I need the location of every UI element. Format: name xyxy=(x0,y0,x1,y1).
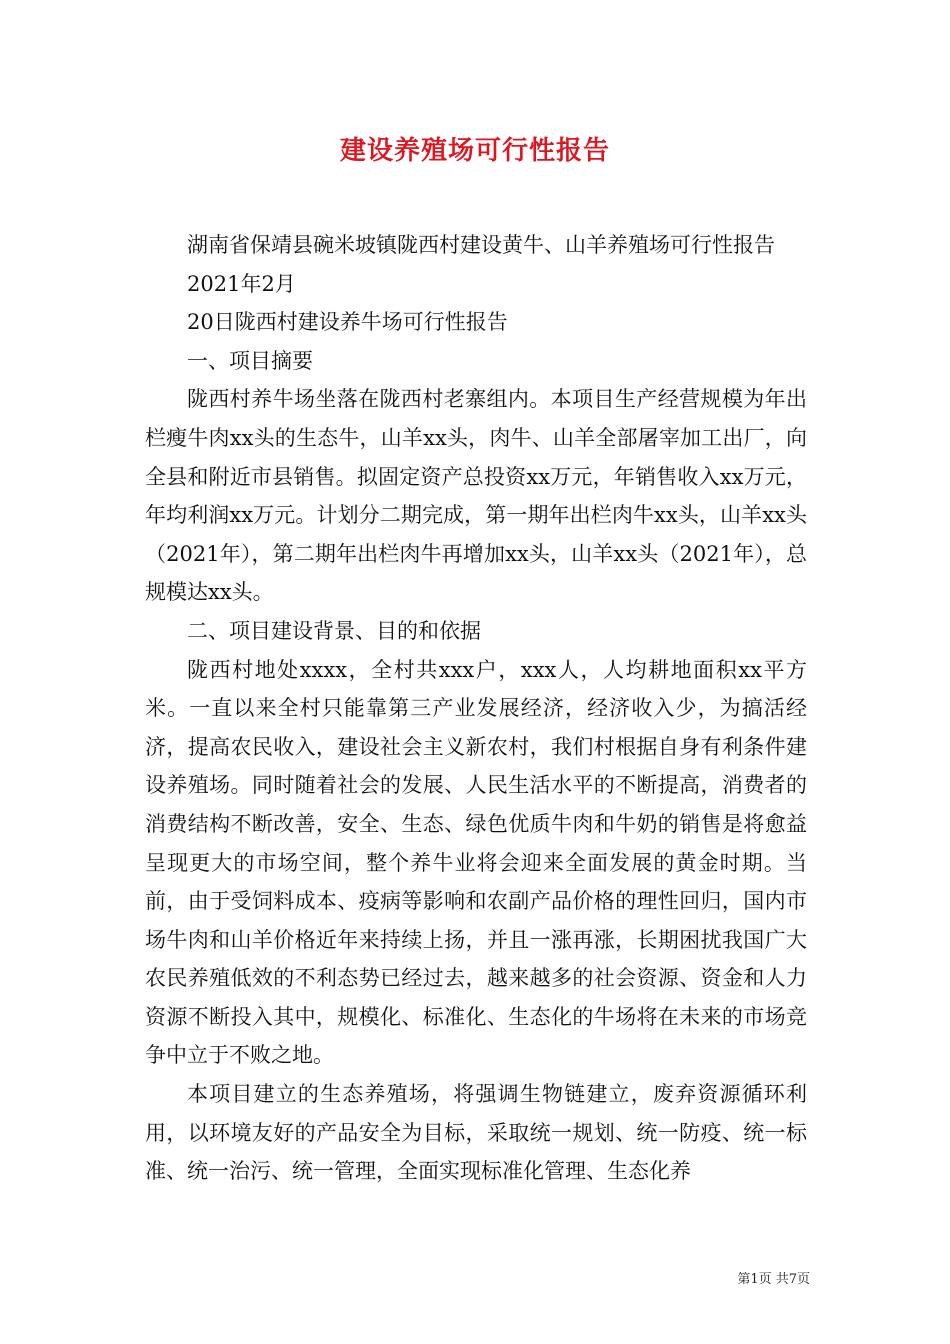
document-body xyxy=(145,226,807,1191)
section-heading: 二、项目建设背景、目的和依据 xyxy=(187,618,481,643)
document-title: 建设养殖场可行性报告 xyxy=(339,136,610,166)
paragraph: 本项目建立的生态养殖场，将强调生物链建立，废弃资源循环利用，以环境友好的产品安全为目标，采取统一规划、统一防疫、统一标准、统一治污、统一管理，全面实现标准化管理、生态化养 xyxy=(145,1082,807,1184)
paragraph: 2021年2月 xyxy=(187,271,296,296)
section-heading: 一、项目摘要 xyxy=(187,348,313,373)
page-number: 第1页 共7页 xyxy=(737,1272,810,1287)
paragraph: 湖南省保靖县碗米坡镇陇西村建设黄牛、山羊养殖场可行性报告 xyxy=(187,233,775,257)
paragraph: 陇西村地处xxxx，全村共xxx户，xxx人，人均耕地面积xx平方米。一直以来全村只能靠第三产业发展经济，经济收入少，为搞活经济，提高农民收入，建设社会主义新农村，我们村根据自身有利条件建设养殖场。同时随着社会的发展、人民生活水平的不断提高，消费者的消费结构不断改善，安全、生态、绿色优质牛肉和牛奶的销售是将愈益呈现更大的市场空间，整个养牛业将会迎来全面发展的黄金时期。当前，由于受饲料成本、疫病等影响和农副产品价格的理性回归，国内市场牛肉和山羊价格近年来持续上扬，并且一涨再涨，长期困扰我国广大农民养殖低效的不利态势已经过去，越来越多的社会资源、资金和人力资源不断投入其中，规模化、标准化、生态化的牛场将在未来的市场竞争中立于不败之地。 xyxy=(145,657,807,1068)
paragraph: 20日陇西村建设养牛场可行性报告 xyxy=(187,310,508,335)
paragraph: 陇西村养牛场坐落在陇西村老寨组内。本项目生产经营规模为年出栏瘦牛肉xx头的生态牛，山羊xx头，肉牛、山羊全部屠宰加工出厂，向全县和附近市县销售。拟固定资产总投资xx万元，年销售收入xx万元，年均利润xx万元。计划分二期完成，第一期年出栏肉牛xx头，山羊xx头（2021年），第二期年出栏肉牛再增加xx头，山羊xx头（2021年），总规模达xx头。 xyxy=(145,387,807,605)
